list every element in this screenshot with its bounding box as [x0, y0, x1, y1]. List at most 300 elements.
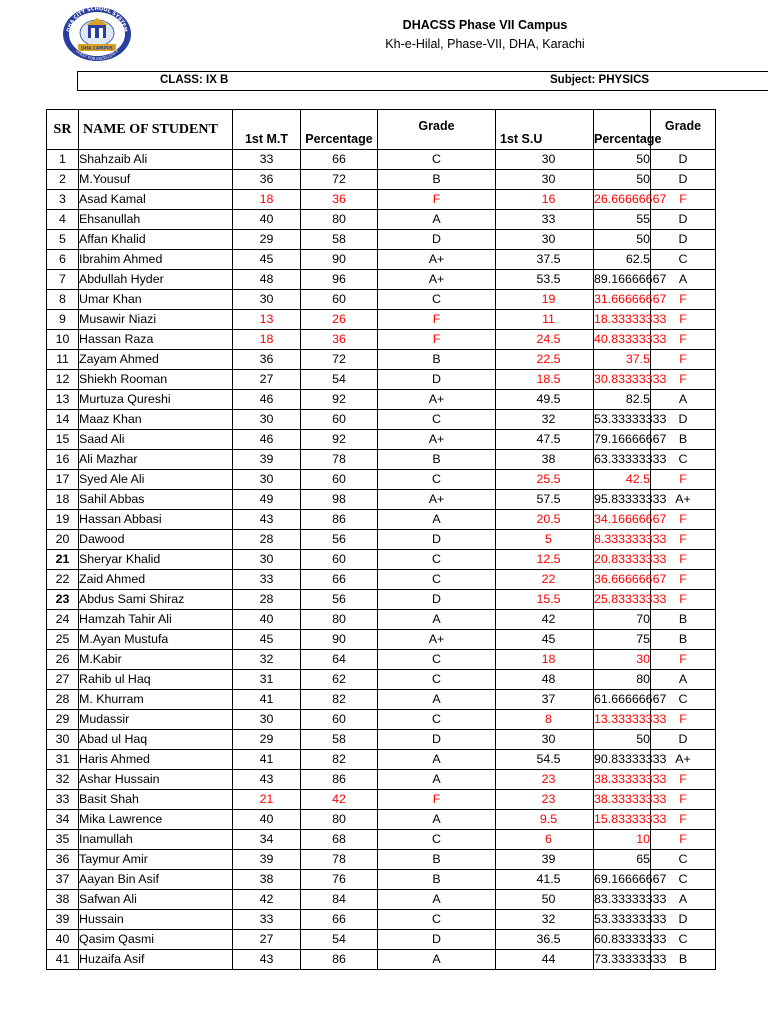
header-1st-mt: 1st M.T [233, 110, 301, 150]
row-sr: 35 [47, 830, 79, 850]
row-grade-mt: A+ [378, 270, 496, 290]
row-grade-mt: C [378, 710, 496, 730]
row-student-name: Hussain [79, 910, 233, 930]
table-row [47, 390, 716, 410]
table-row [47, 330, 716, 350]
row-percentage-mt: 58 [301, 230, 378, 250]
row-grade-su: F [651, 570, 716, 590]
row-grade-mt: B [378, 170, 496, 190]
row-grade-su: F [651, 810, 716, 830]
row-percentage-su: 50 [594, 730, 651, 750]
row-sr: 32 [47, 770, 79, 790]
row-grade-su: D [651, 170, 716, 190]
row-percentage-mt: 82 [301, 750, 378, 770]
row-1st-mt: 41 [233, 750, 301, 770]
row-1st-su: 30 [496, 730, 594, 750]
results-body [47, 150, 716, 970]
row-percentage-su: 31.66666667 [594, 290, 651, 310]
row-grade-mt: C [378, 150, 496, 170]
row-percentage-mt: 66 [301, 910, 378, 930]
row-sr: 19 [47, 510, 79, 530]
row-grade-mt: A [378, 950, 496, 970]
row-percentage-mt: 72 [301, 350, 378, 370]
row-percentage-mt: 84 [301, 890, 378, 910]
row-percentage-su: 60.83333333 [594, 930, 651, 950]
row-percentage-mt: 60 [301, 470, 378, 490]
row-percentage-mt: 56 [301, 590, 378, 610]
row-student-name: M.Kabir [79, 650, 233, 670]
row-percentage-su: 95.83333333 [594, 490, 651, 510]
row-percentage-mt: 92 [301, 390, 378, 410]
row-1st-su: 11 [496, 310, 594, 330]
row-1st-su: 49.5 [496, 390, 594, 410]
row-1st-su: 30 [496, 150, 594, 170]
row-percentage-su: 83.33333333 [594, 890, 651, 910]
row-percentage-mt: 78 [301, 450, 378, 470]
row-student-name: Abad ul Haq [79, 730, 233, 750]
row-sr: 30 [47, 730, 79, 750]
row-grade-su: D [651, 230, 716, 250]
row-1st-mt: 33 [233, 570, 301, 590]
row-percentage-su: 40.83333333 [594, 330, 651, 350]
row-grade-mt: B [378, 450, 496, 470]
row-grade-mt: F [378, 330, 496, 350]
row-student-name: Hassan Abbasi [79, 510, 233, 530]
row-grade-mt: A [378, 770, 496, 790]
row-student-name: Abdus Sami Shiraz [79, 590, 233, 610]
row-sr: 41 [47, 950, 79, 970]
table-row [47, 530, 716, 550]
row-grade-mt: A+ [378, 250, 496, 270]
row-sr: 38 [47, 890, 79, 910]
row-student-name: Haris Ahmed [79, 750, 233, 770]
row-sr: 33 [47, 790, 79, 810]
row-percentage-mt: 68 [301, 830, 378, 850]
row-grade-su: A [651, 270, 716, 290]
row-percentage-mt: 54 [301, 930, 378, 950]
row-percentage-mt: 90 [301, 630, 378, 650]
school-logo [56, 4, 138, 62]
row-1st-mt: 41 [233, 690, 301, 710]
row-1st-su: 47.5 [496, 430, 594, 450]
row-sr: 25 [47, 630, 79, 650]
row-student-name: Ali Mazhar [79, 450, 233, 470]
row-1st-su: 42 [496, 610, 594, 630]
row-grade-su: F [651, 830, 716, 850]
row-student-name: Shiekh Rooman [79, 370, 233, 390]
row-1st-mt: 33 [233, 150, 301, 170]
table-row [47, 710, 716, 730]
row-1st-su: 5 [496, 530, 594, 550]
row-1st-mt: 18 [233, 330, 301, 350]
row-grade-mt: B [378, 850, 496, 870]
row-percentage-su: 75 [594, 630, 651, 650]
row-grade-mt: D [378, 930, 496, 950]
row-1st-su: 50 [496, 890, 594, 910]
row-student-name: Zayam Ahmed [79, 350, 233, 370]
logo-text-mid: DHA CAMPUS [81, 45, 113, 51]
row-student-name: Ashar Hussain [79, 770, 233, 790]
row-percentage-su: 26.66666667 [594, 190, 651, 210]
row-sr: 9 [47, 310, 79, 330]
row-1st-mt: 13 [233, 310, 301, 330]
row-grade-su: F [651, 290, 716, 310]
row-percentage-su: 30 [594, 650, 651, 670]
row-1st-mt: 30 [233, 470, 301, 490]
row-1st-mt: 43 [233, 770, 301, 790]
row-student-name: Taymur Amir [79, 850, 233, 870]
table-row [47, 570, 716, 590]
row-grade-mt: C [378, 410, 496, 430]
table-row [47, 630, 716, 650]
row-1st-mt: 28 [233, 530, 301, 550]
row-1st-su: 22.5 [496, 350, 594, 370]
row-grade-su: F [651, 370, 716, 390]
row-percentage-mt: 86 [301, 770, 378, 790]
row-1st-mt: 21 [233, 790, 301, 810]
row-grade-su: C [651, 870, 716, 890]
row-grade-su: F [651, 650, 716, 670]
table-row [47, 170, 716, 190]
row-student-name: Syed Ale Ali [79, 470, 233, 490]
row-grade-su: F [651, 330, 716, 350]
row-grade-mt: D [378, 530, 496, 550]
campus-title: DHACSS Phase VII Campus [402, 18, 568, 32]
header-grade-su: Grade [651, 110, 716, 150]
row-sr: 13 [47, 390, 79, 410]
row-grade-mt: A+ [378, 430, 496, 450]
table-row [47, 790, 716, 810]
row-grade-mt: C [378, 550, 496, 570]
row-grade-mt: A [378, 690, 496, 710]
row-student-name: Mika Lawrence [79, 810, 233, 830]
row-1st-mt: 34 [233, 830, 301, 850]
row-grade-mt: A [378, 810, 496, 830]
row-percentage-su: 8.333333333 [594, 530, 651, 550]
row-percentage-su: 42.5 [594, 470, 651, 490]
row-sr: 4 [47, 210, 79, 230]
row-grade-su: D [651, 410, 716, 430]
row-percentage-su: 37.5 [594, 350, 651, 370]
row-1st-mt: 45 [233, 630, 301, 650]
row-percentage-mt: 78 [301, 850, 378, 870]
class-subject-bar [77, 71, 768, 91]
row-1st-mt: 31 [233, 670, 301, 690]
row-grade-su: F [651, 350, 716, 370]
row-grade-su: F [651, 790, 716, 810]
table-row [47, 850, 716, 870]
row-1st-su: 8 [496, 710, 594, 730]
row-grade-mt: B [378, 350, 496, 370]
row-student-name: Rahib ul Haq [79, 670, 233, 690]
row-grade-mt: C [378, 650, 496, 670]
header-percentage-mt: Percentage [301, 110, 378, 150]
table-row [47, 290, 716, 310]
row-sr: 17 [47, 470, 79, 490]
row-percentage-mt: 62 [301, 670, 378, 690]
row-percentage-su: 36.66666667 [594, 570, 651, 590]
row-percentage-mt: 56 [301, 530, 378, 550]
results-table [46, 109, 716, 970]
row-grade-mt: A+ [378, 390, 496, 410]
row-percentage-su: 69.16666667 [594, 870, 651, 890]
row-grade-su: F [651, 770, 716, 790]
row-percentage-su: 65 [594, 850, 651, 870]
row-percentage-su: 25.83333333 [594, 590, 651, 610]
table-row [47, 770, 716, 790]
row-grade-mt: A [378, 210, 496, 230]
row-percentage-su: 61.66666667 [594, 690, 651, 710]
table-row [47, 450, 716, 470]
row-percentage-mt: 66 [301, 150, 378, 170]
row-grade-su: F [651, 470, 716, 490]
row-grade-mt: A [378, 750, 496, 770]
row-sr: 1 [47, 150, 79, 170]
row-1st-su: 30 [496, 230, 594, 250]
row-grade-mt: B [378, 870, 496, 890]
row-sr: 37 [47, 870, 79, 890]
row-1st-mt: 48 [233, 270, 301, 290]
row-percentage-mt: 82 [301, 690, 378, 710]
row-1st-mt: 29 [233, 730, 301, 750]
row-percentage-mt: 80 [301, 210, 378, 230]
table-row [47, 610, 716, 630]
row-student-name: Abdullah Hyder [79, 270, 233, 290]
row-student-name: Shahzaib Ali [79, 150, 233, 170]
row-percentage-su: 18.33333333 [594, 310, 651, 330]
row-grade-su: A+ [651, 490, 716, 510]
row-1st-su: 53.5 [496, 270, 594, 290]
row-sr: 40 [47, 930, 79, 950]
row-student-name: Safwan Ali [79, 890, 233, 910]
table-row [47, 890, 716, 910]
row-student-name: Inamullah [79, 830, 233, 850]
row-percentage-su: 15.83333333 [594, 810, 651, 830]
row-1st-mt: 39 [233, 850, 301, 870]
table-row [47, 410, 716, 430]
row-sr: 10 [47, 330, 79, 350]
row-student-name: Aayan Bin Asif [79, 870, 233, 890]
logo-text-top: DHA CITY SCHOOL SYSTEM [66, 5, 128, 33]
row-percentage-mt: 98 [301, 490, 378, 510]
header-1st-su: 1st S.U [496, 110, 594, 150]
header-sr: SR [47, 110, 79, 150]
table-row [47, 950, 716, 970]
row-sr: 39 [47, 910, 79, 930]
row-percentage-mt: 36 [301, 190, 378, 210]
row-sr: 8 [47, 290, 79, 310]
row-grade-mt: D [378, 730, 496, 750]
table-header-row [47, 110, 716, 150]
row-1st-mt: 40 [233, 810, 301, 830]
row-grade-su: C [651, 450, 716, 470]
row-percentage-mt: 58 [301, 730, 378, 750]
row-student-name: Saad Ali [79, 430, 233, 450]
row-student-name: Mudassir [79, 710, 233, 730]
row-sr: 7 [47, 270, 79, 290]
row-grade-mt: A+ [378, 630, 496, 650]
table-row [47, 190, 716, 210]
table-row [47, 230, 716, 250]
row-1st-su: 19 [496, 290, 594, 310]
row-student-name: Asad Kamal [79, 190, 233, 210]
row-grade-mt: C [378, 910, 496, 930]
table-row [47, 510, 716, 530]
table-row [47, 210, 716, 230]
row-grade-su: D [651, 730, 716, 750]
row-student-name: Zaid Ahmed [79, 570, 233, 590]
row-1st-mt: 43 [233, 510, 301, 530]
row-1st-mt: 46 [233, 430, 301, 450]
row-sr: 24 [47, 610, 79, 630]
row-grade-su: F [651, 590, 716, 610]
row-grade-mt: A+ [378, 490, 496, 510]
row-percentage-su: 20.83333333 [594, 550, 651, 570]
table-row [47, 550, 716, 570]
row-1st-mt: 30 [233, 710, 301, 730]
row-1st-su: 36.5 [496, 930, 594, 950]
row-sr: 36 [47, 850, 79, 870]
row-1st-su: 37.5 [496, 250, 594, 270]
row-grade-su: A [651, 670, 716, 690]
row-grade-mt: F [378, 310, 496, 330]
row-grade-su: C [651, 930, 716, 950]
row-1st-su: 30 [496, 170, 594, 190]
row-percentage-mt: 80 [301, 810, 378, 830]
row-1st-su: 38 [496, 450, 594, 470]
row-grade-su: D [651, 150, 716, 170]
row-1st-su: 22 [496, 570, 594, 590]
row-grade-su: B [651, 630, 716, 650]
row-1st-su: 57.5 [496, 490, 594, 510]
row-percentage-su: 13.33333333 [594, 710, 651, 730]
row-grade-su: F [651, 550, 716, 570]
row-1st-su: 24.5 [496, 330, 594, 350]
table-row [47, 430, 716, 450]
row-percentage-mt: 60 [301, 290, 378, 310]
row-percentage-su: 50 [594, 150, 651, 170]
row-1st-mt: 30 [233, 550, 301, 570]
row-student-name: Maaz Khan [79, 410, 233, 430]
header-grade-mt: Grade [378, 110, 496, 150]
row-grade-mt: D [378, 230, 496, 250]
row-percentage-su: 89.16666667 [594, 270, 651, 290]
row-sr: 34 [47, 810, 79, 830]
table-row [47, 370, 716, 390]
row-grade-mt: D [378, 370, 496, 390]
table-row [47, 650, 716, 670]
subject-label: Subject: PHYSICS [550, 74, 650, 86]
row-percentage-mt: 60 [301, 410, 378, 430]
row-1st-mt: 36 [233, 350, 301, 370]
row-sr: 27 [47, 670, 79, 690]
table-row [47, 670, 716, 690]
row-grade-mt: A [378, 610, 496, 630]
table-row [47, 910, 716, 930]
table-row [47, 810, 716, 830]
row-grade-mt: F [378, 790, 496, 810]
row-sr: 28 [47, 690, 79, 710]
row-percentage-mt: 86 [301, 510, 378, 530]
row-percentage-su: 55 [594, 210, 651, 230]
row-grade-su: A [651, 390, 716, 410]
row-1st-mt: 33 [233, 910, 301, 930]
row-sr: 20 [47, 530, 79, 550]
row-grade-mt: D [378, 590, 496, 610]
row-sr: 2 [47, 170, 79, 190]
table-row [47, 870, 716, 890]
row-percentage-mt: 42 [301, 790, 378, 810]
row-student-name: Basit Shah [79, 790, 233, 810]
row-percentage-su: 50 [594, 170, 651, 190]
table-row [47, 490, 716, 510]
row-percentage-su: 53.33333333 [594, 410, 651, 430]
table-row [47, 470, 716, 490]
row-1st-su: 18 [496, 650, 594, 670]
row-grade-su: D [651, 210, 716, 230]
table-row [47, 750, 716, 770]
row-1st-mt: 18 [233, 190, 301, 210]
row-student-name: Musawir Niazi [79, 310, 233, 330]
row-sr: 18 [47, 490, 79, 510]
row-percentage-mt: 54 [301, 370, 378, 390]
row-1st-mt: 27 [233, 930, 301, 950]
row-1st-su: 20.5 [496, 510, 594, 530]
row-1st-mt: 38 [233, 870, 301, 890]
row-grade-mt: C [378, 470, 496, 490]
row-grade-su: A+ [651, 750, 716, 770]
row-student-name: Umar Khan [79, 290, 233, 310]
row-grade-su: B [651, 430, 716, 450]
row-student-name: Murtuza Qureshi [79, 390, 233, 410]
row-1st-su: 18.5 [496, 370, 594, 390]
row-percentage-su: 10 [594, 830, 651, 850]
row-1st-su: 39 [496, 850, 594, 870]
row-1st-su: 23 [496, 790, 594, 810]
row-1st-su: 37 [496, 690, 594, 710]
table-row [47, 930, 716, 950]
table-row [47, 150, 716, 170]
row-1st-mt: 43 [233, 950, 301, 970]
row-percentage-su: 82.5 [594, 390, 651, 410]
row-1st-mt: 27 [233, 370, 301, 390]
table-row [47, 690, 716, 710]
row-percentage-mt: 64 [301, 650, 378, 670]
row-percentage-su: 80 [594, 670, 651, 690]
row-grade-su: F [651, 530, 716, 550]
row-percentage-mt: 86 [301, 950, 378, 970]
row-student-name: Dawood [79, 530, 233, 550]
row-1st-mt: 42 [233, 890, 301, 910]
row-grade-su: B [651, 950, 716, 970]
row-percentage-su: 73.33333333 [594, 950, 651, 970]
row-percentage-su: 79.16666667 [594, 430, 651, 450]
row-student-name: Hassan Raza [79, 330, 233, 350]
row-1st-su: 32 [496, 910, 594, 930]
row-student-name: Hamzah Tahir Ali [79, 610, 233, 630]
row-percentage-mt: 80 [301, 610, 378, 630]
row-student-name: M.Yousuf [79, 170, 233, 190]
row-percentage-su: 50 [594, 230, 651, 250]
row-percentage-su: 30.83333333 [594, 370, 651, 390]
row-percentage-su: 38.33333333 [594, 770, 651, 790]
row-1st-su: 9.5 [496, 810, 594, 830]
row-grade-su: A [651, 890, 716, 910]
row-1st-mt: 40 [233, 610, 301, 630]
row-1st-mt: 28 [233, 590, 301, 610]
table-row [47, 270, 716, 290]
row-sr: 31 [47, 750, 79, 770]
